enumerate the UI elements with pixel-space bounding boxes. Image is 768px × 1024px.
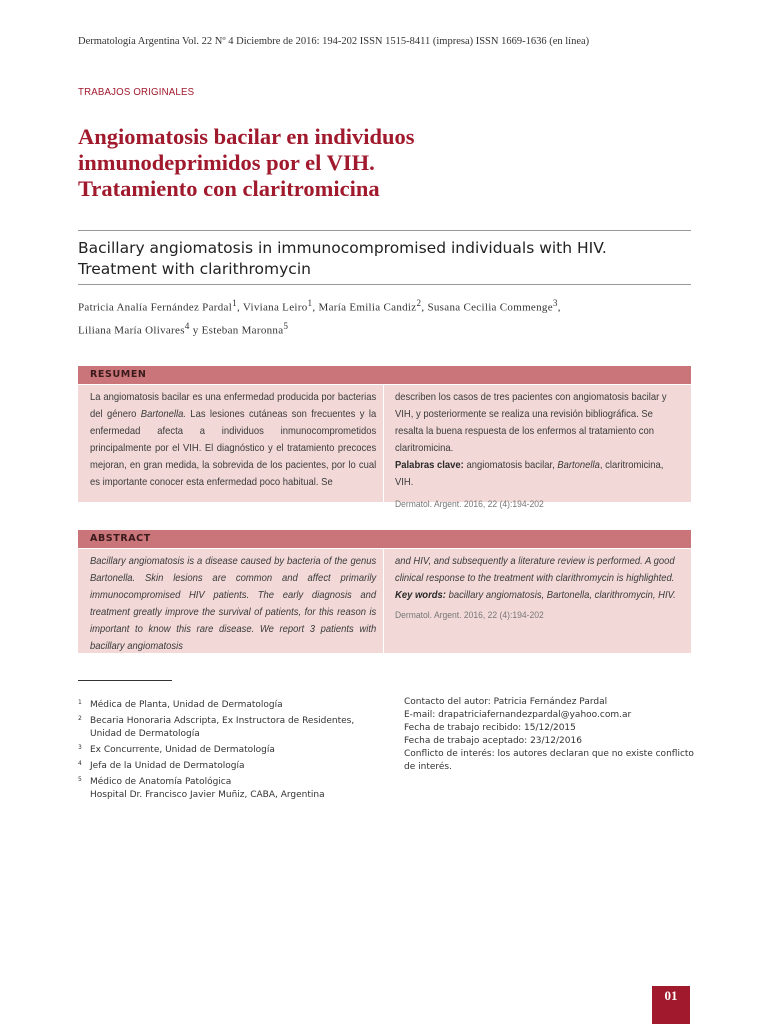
title-english-line: Bacillary angiomatosis in immunocompromised individuals with HIV. — [78, 239, 607, 257]
abstract-header — [78, 530, 691, 548]
footnote-text: Jefa de la Unidad de Dermatología — [90, 761, 245, 771]
abstract-right-column — [395, 553, 680, 628]
keywords-genus: Bartonella — [557, 459, 600, 471]
resumen-right-column — [395, 389, 680, 519]
abstract-text: and HIV, and subsequently a literature review is performed. A good clinical response to the treatment with clarithromycin is highlighted. — [395, 555, 675, 584]
footnote-number: 1 — [78, 699, 82, 706]
title-spanish — [78, 124, 698, 202]
footnote-number: 5 — [78, 776, 82, 783]
title-spanish-line: inmunodeprimidos por el VIH. — [78, 150, 375, 175]
resumen-label: RESUMEN — [90, 369, 147, 380]
abstract-label: ABSTRACT — [90, 533, 151, 544]
resumen-text: Las lesiones cutáneas son frecuentes y la enfermedad afecta a individuos inmunocomprometidos principalmente por el VIH. El diagnóstico y el tratamiento precoces mejoran, en gran medida, la sobrevida de los pacientes, por lo cual es importante conocer esta enfermedad poco habitual. Se — [90, 408, 377, 488]
footnote-number: 3 — [78, 744, 82, 751]
title-spanish-line: Tratamiento con claritromicina — [78, 176, 380, 201]
keywords-text: , claritromicina, VIH. — [395, 459, 664, 488]
author-affiliation: 1 — [307, 298, 313, 308]
author-name: María Emilia Candiz — [318, 301, 417, 314]
resumen-genus: Bartonella. — [140, 408, 186, 420]
page-number: 01 — [652, 986, 690, 1024]
title-divider-top — [78, 230, 691, 231]
contact-author: Contacto del autor: Patricia Fernández Pardal — [404, 697, 608, 707]
abstract-left-column: Bacillary angiomatosis is a disease caused by bacteria of the genus Bartonella. Skin lesions are common and affect primarily immunocompromised HIV patients. The early diagnosis and treatment greatly improve the survival of patients, for this reason is important to know this rare disease. We report 3 patients with bacillary angiomatosis — [90, 555, 377, 652]
affiliations — [78, 696, 378, 802]
footnote-text: Becaria Honoraria Adscripta, Ex Instructora de Residentes, — [90, 716, 355, 726]
keywords-text: angiomatosis bacilar, — [463, 459, 558, 471]
abstract-box — [78, 549, 691, 653]
contact-info — [404, 696, 704, 774]
author-affiliation: 3 — [552, 298, 558, 308]
title-english — [78, 238, 691, 280]
footnote-number: 4 — [78, 760, 82, 767]
resumen-header — [78, 366, 691, 384]
date-accepted: Fecha de trabajo aceptado: 23/12/2016 — [404, 736, 582, 746]
resumen-text: La angiomatosis bacilar es una enfermedad producida por bacterias del género — [90, 391, 377, 420]
title-english-line: Treatment with clarithromycin — [78, 260, 311, 278]
date-received: Fecha de trabajo recibido: 15/12/2015 — [404, 723, 576, 733]
footnote-text: Médica de Planta, Unidad de Dermatología — [90, 700, 283, 710]
section-label: TRABAJOS ORIGINALES — [78, 86, 195, 98]
keywords-label: Key words: — [395, 589, 446, 601]
author-affiliation: 4 — [184, 320, 190, 331]
author-affiliation: 1 — [232, 298, 237, 308]
author-name: Viviana Leiro — [242, 301, 308, 314]
author-name: Patricia Analía Fernández Pardal — [78, 301, 233, 314]
author-conjunction: y — [192, 324, 199, 337]
keywords-text: bacillary angiomatosis, Bartonella, clarithromycin, HIV. — [445, 589, 676, 601]
author-name: Susana Cecilia Commenge — [427, 301, 553, 314]
contact-email[interactable]: E-mail: drapatriciafernandezpardal@yahoo.com.ar — [404, 710, 632, 720]
author-list: Patricia Analía Fernández Pardal$^1$, Viviana Leiro$^1$, María Emilia Candiz$^2$, Susana Cecilia Commenge$^3$, Liliana María Olivares$^4$ y Esteban Maronna$^5$ — [78, 298, 561, 337]
conflict-of-interest: Conflicto de interés: los autores declaran que no existe conflicto de interés. — [404, 749, 694, 772]
author-affiliation: 5 — [283, 320, 289, 331]
footnote-number: 2 — [78, 715, 82, 722]
author-name: Liliana María Olivares — [78, 324, 185, 337]
title-divider-bottom — [78, 284, 691, 285]
title-spanish-line: Angiomatosis bacilar en individuos — [78, 124, 415, 149]
column-separator — [383, 385, 384, 502]
journal-header: Dermatología Argentina Vol. 22 Nº 4 Diciembre de 2016: 194-202 ISSN 1515-8411 (impresa) ISSN 1669-1636 (en línea) — [78, 36, 590, 47]
resumen-box — [78, 385, 691, 510]
footnote-text: Unidad de Dermatología — [90, 729, 200, 739]
resumen-text: describen los casos de tres pacientes con angiomatosis bacilar y VIH, y posteriormente se realiza una revisión bibliográfica. Se resalta la buena respuesta de los enfermos al tratamiento con claritromicina. — [395, 391, 667, 454]
footnote-text: Ex Concurrente, Unidad de Dermatología — [90, 745, 275, 755]
citation: Dermatol. Argent. 2016, 22 (4):194-202 — [395, 499, 544, 510]
hospital-name: Hospital Dr. Francisco Javier Muñiz, CABA, Argentina — [90, 790, 325, 800]
footnote-text: Médico de Anatomía Patológica — [90, 777, 232, 787]
footnote-divider — [78, 680, 172, 681]
author-affiliation: 2 — [416, 298, 422, 308]
column-separator — [383, 549, 384, 653]
keywords-label: Palabras clave: — [395, 459, 464, 471]
author-name: Esteban Maronna — [201, 324, 284, 337]
resumen-left-column — [90, 389, 376, 491]
citation: Dermatol. Argent. 2016, 22 (4):194-202 — [395, 610, 544, 621]
